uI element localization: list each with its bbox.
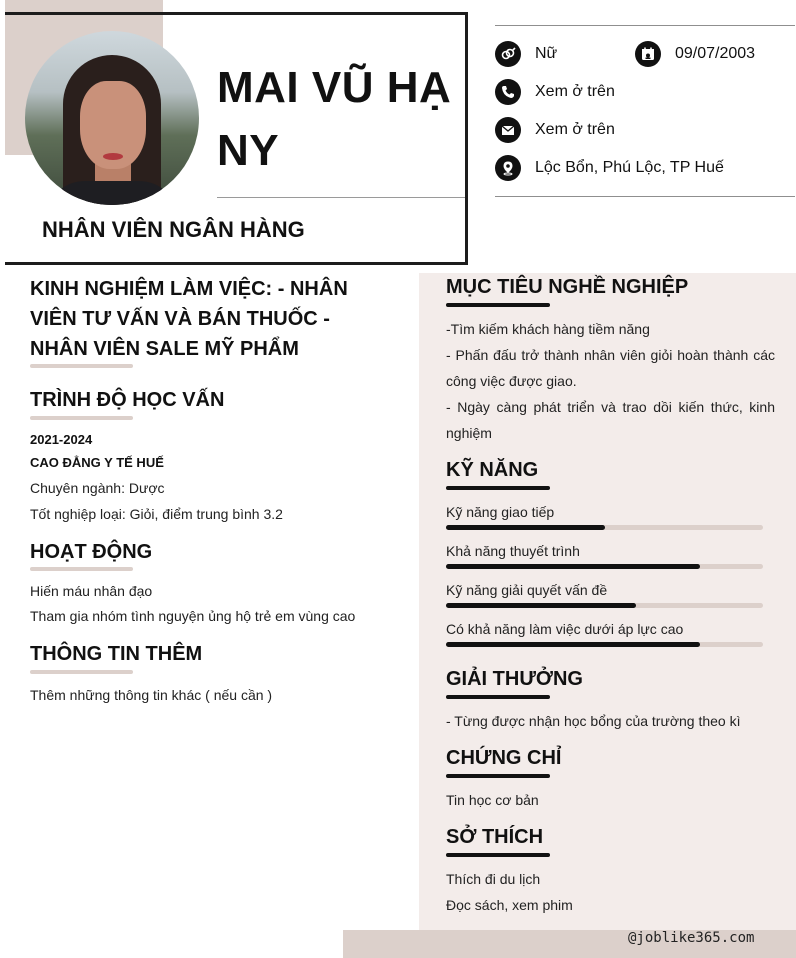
candidate-name: MAI VŨ HẠ NY bbox=[217, 63, 452, 175]
certificates-text: Tin học cơ bản bbox=[446, 792, 539, 808]
hobbies-underline bbox=[446, 853, 550, 857]
awards-underline bbox=[446, 695, 550, 699]
contact-divider-top bbox=[495, 25, 795, 26]
skills-heading: KỸ NĂNG bbox=[446, 459, 539, 481]
location-icon bbox=[495, 155, 521, 181]
skill-label: Kỹ năng giải quyết vấn đề bbox=[446, 582, 608, 598]
education-grade: Tốt nghiệp loại: Giỏi, điểm trung bình 3.2 bbox=[30, 506, 283, 522]
experience-underline bbox=[30, 364, 133, 368]
skill-bar bbox=[446, 564, 763, 569]
phone-icon bbox=[495, 79, 521, 105]
activities-heading: HOẠT ĐỘNG bbox=[30, 541, 153, 563]
skill-bar-fill bbox=[446, 525, 605, 530]
hobby-item: Thích đi du lịch bbox=[446, 871, 541, 887]
name-divider bbox=[217, 197, 465, 198]
gender-text: Nữ bbox=[535, 45, 558, 62]
skill-bar bbox=[446, 603, 763, 608]
skill-label: Có khả năng làm việc dưới áp lực cao bbox=[446, 621, 684, 637]
extra-info-underline bbox=[30, 670, 133, 674]
education-years: 2021-2024 bbox=[30, 432, 93, 447]
address-text: Lộc Bổn, Phú Lộc, TP Huế bbox=[535, 159, 724, 176]
skill-bar-fill bbox=[446, 642, 700, 647]
education-major: Chuyên ngành: Dược bbox=[30, 480, 165, 496]
hobby-item: Đọc sách, xem phim bbox=[446, 897, 573, 913]
contact-divider-bottom bbox=[495, 196, 795, 197]
objective-heading: MỤC TIÊU NGHỀ NGHIỆP bbox=[446, 276, 689, 298]
certificates-heading: CHỨNG CHỈ bbox=[446, 747, 562, 769]
skills-underline bbox=[446, 486, 550, 490]
extra-info-text: Thêm những thông tin khác ( nếu cần ) bbox=[30, 687, 273, 703]
education-school: CAO ĐẲNG Y TẾ HUẾ bbox=[30, 455, 164, 470]
dob-text: 09/07/2003 bbox=[675, 45, 756, 62]
skill-label: Kỹ năng giao tiếp bbox=[446, 504, 555, 520]
extra-info-heading: THÔNG TIN THÊM bbox=[30, 643, 203, 665]
watermark-text: @joblike365.com bbox=[628, 930, 755, 946]
gender-icon bbox=[495, 41, 521, 67]
objective-underline bbox=[446, 303, 550, 307]
avatar bbox=[25, 31, 199, 205]
email-text: Xem ở trên bbox=[535, 121, 615, 138]
calendar-icon bbox=[635, 41, 661, 67]
education-heading: TRÌNH ĐỘ HỌC VẤN bbox=[30, 389, 225, 411]
objective-line: -Tìm kiếm khách hàng tiềm năng bbox=[446, 321, 650, 337]
activity-item: Tham gia nhóm tình nguyện ủng hộ trẻ em vùng cao bbox=[30, 608, 356, 624]
activity-item: Hiến máu nhân đạo bbox=[30, 583, 153, 599]
hobbies-heading: SỞ THÍCH bbox=[446, 826, 544, 848]
awards-text: - Từng được nhận học bổng của trường theo kì bbox=[446, 713, 741, 729]
skill-bar-fill bbox=[446, 603, 636, 608]
education-underline bbox=[30, 416, 133, 420]
awards-heading: GIẢI THƯỞNG bbox=[446, 668, 583, 690]
job-title: NHÂN VIÊN NGÂN HÀNG bbox=[42, 217, 305, 242]
mail-icon bbox=[495, 117, 521, 143]
certificates-underline bbox=[446, 774, 550, 778]
activities-underline bbox=[30, 567, 133, 571]
skill-bar bbox=[446, 642, 763, 647]
skill-label: Khả năng thuyết trình bbox=[446, 543, 580, 559]
objective-line: - Ngày càng phát triển và trao dồi kiến thức, kinh nghiệm bbox=[446, 399, 775, 441]
skill-bar-fill bbox=[446, 564, 700, 569]
skill-bar bbox=[446, 525, 763, 530]
phone-text: Xem ở trên bbox=[535, 83, 615, 100]
objective-line: - Phấn đấu trở thành nhân viên giỏi hoàn thành các công việc được giao. bbox=[446, 347, 775, 389]
experience-heading: KINH NGHIỆM LÀM VIỆC: - NHÂN VIÊN TƯ VẤN VÀ BÁN THUỐC - NHÂN VIÊN SALE MỸ PHẨM bbox=[30, 278, 348, 360]
